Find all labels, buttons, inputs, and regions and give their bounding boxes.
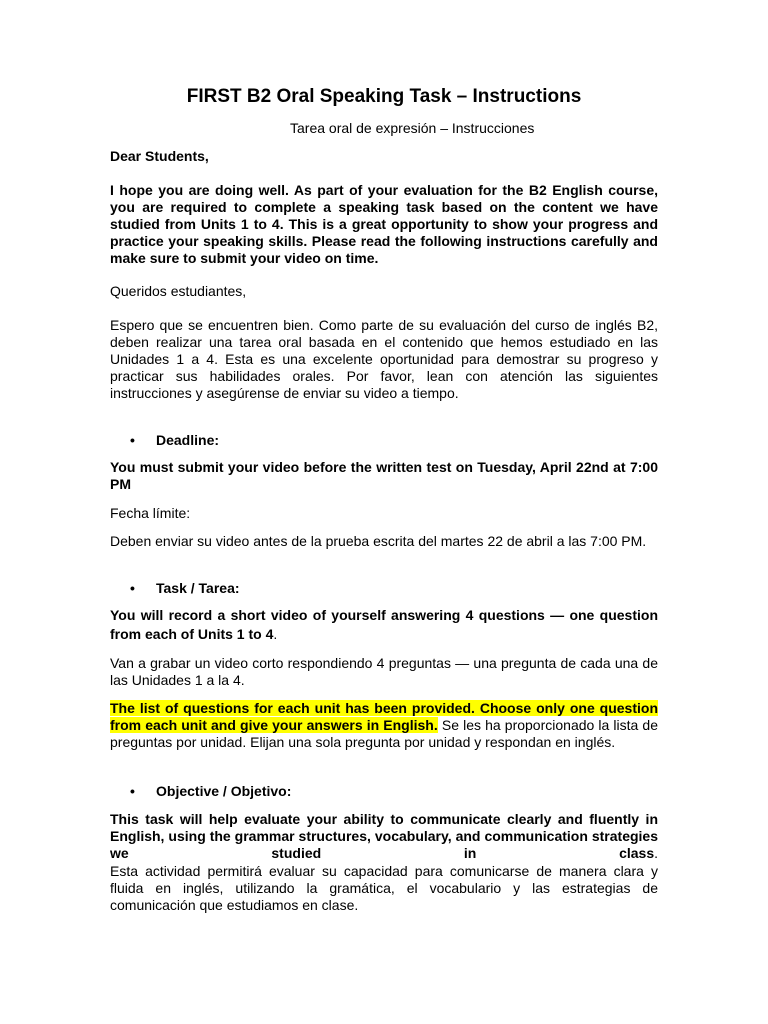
page-title: FIRST B2 Oral Speaking Task – Instructions [186,86,582,107]
objective-text-en-main: This task will help evaluate your ability to communicate clearly and fluently in English, using the grammar structures, vocabulary, and communication strategies we studied in class [110,811,658,861]
intro-es: Espero que se encuentren bien. Como parte de su evaluación del curso de inglés B2, deben realizar una tarea oral basada en el contenido que hemos estudiado en las Unidades 1 a 4. Esta es una excelente oportunidad para demostrar su progreso y practicar sus habilidades orales. Por favor, lean con atención las siguientes instrucciones y asegúrense de enviar su video a tiempo. [110,317,658,401]
bullet-icon: • [130,783,135,799]
deadline-text-es: Deben enviar su video antes de la prueba escrita del martes 22 de abril a las 7:00 PM. [110,533,647,549]
bullet-icon: • [130,432,135,448]
objective-text-en-period: . [654,845,658,861]
task-bullet [130,580,240,597]
deadline-bullet [130,432,219,449]
task-heading: Task / Tarea: [156,580,240,596]
deadline-heading: Deadline: [156,432,220,448]
objective-heading: Objective / Objetivo: [156,783,292,799]
task-instructions [110,700,658,751]
task-text-en-main: You will record a short video of yourself answering 4 questions — one question from each of Units 1 to 4 [110,607,658,642]
objective-bullet [130,783,291,800]
task-text-es: Van a grabar un video corto respondiendo 4 preguntas — una pregunta de cada una de las Unidades 1 a la 4. [110,655,658,688]
objective-text-es: Esta actividad permitirá evaluar su capacidad para comunicarse de manera clara y fluida en inglés, utilizando la gramática, el vocabulario y las estrategias de comunicación que estudiamos en clase. [110,863,658,913]
deadline-label-es: Fecha límite: [110,505,191,521]
objective-text-en [110,811,658,862]
task-highlight-en: The list of questions for each unit has been provided. Choose only one question from each unit and give your answers in English. [110,700,658,733]
greeting-es: Queridos estudiantes, [110,283,247,299]
deadline-text-en: You must submit your video before the written test on Tuesday, April 22nd at 7:00 PM [110,459,658,492]
intro-en: I hope you are doing well. As part of your evaluation for the B2 English course, you are required to complete a speaking task based on the content we have studied from Units 1 to 4. This is a great opportunity to show your progress and practice your speaking skills. Please read the following instructions carefully and make sure to submit your video on time. [110,182,658,266]
greeting-en: Dear Students, [110,148,209,164]
task-text-es-2: Se les ha proporcionado la lista de preguntas por unidad. Elijan una sola pregunta por unidad y respondan en inglés. [110,717,658,750]
task-text-en-period: . [273,626,278,642]
page-subtitle: Tarea oral de expresión – Instrucciones [290,120,535,136]
task-text-en [110,606,658,644]
bullet-icon: • [130,580,135,596]
